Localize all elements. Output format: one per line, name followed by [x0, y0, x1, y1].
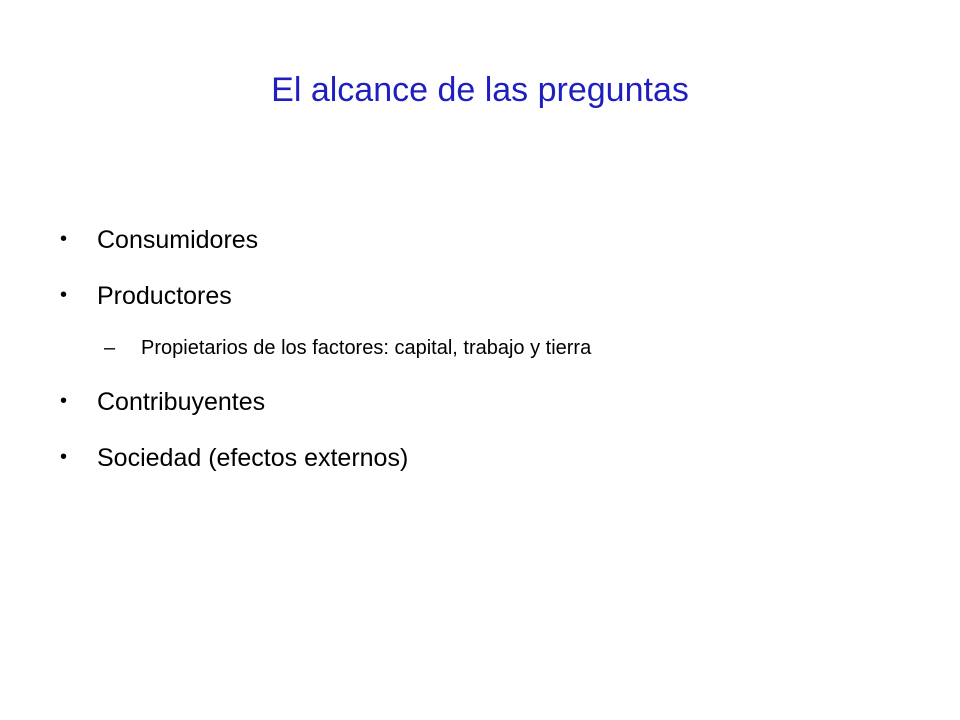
slide-title: El alcance de las preguntas [271, 71, 689, 109]
bullet-marker: • [60, 446, 68, 468]
bullet-item-consumidores [60, 219, 920, 261]
bullet-marker: • [60, 390, 68, 412]
bullet-item-productores [60, 275, 920, 317]
sub-bullet-marker: – [104, 337, 116, 359]
sub-bullet-text: Propietarios de los factores: capital, trabajo y tierra [141, 337, 592, 359]
bullet-text: Consumidores [97, 226, 259, 254]
bullet-text: Productores [97, 282, 232, 310]
bullet-marker: • [60, 228, 68, 250]
sub-bullet-item-propietarios [60, 331, 920, 365]
bullet-list [60, 219, 920, 493]
bullet-item-sociedad [60, 437, 920, 479]
bullet-text: Sociedad (efectos externos) [97, 444, 409, 472]
bullet-text: Contribuyentes [97, 388, 266, 416]
bullet-item-contribuyentes [60, 381, 920, 423]
bullet-marker: • [60, 284, 68, 306]
